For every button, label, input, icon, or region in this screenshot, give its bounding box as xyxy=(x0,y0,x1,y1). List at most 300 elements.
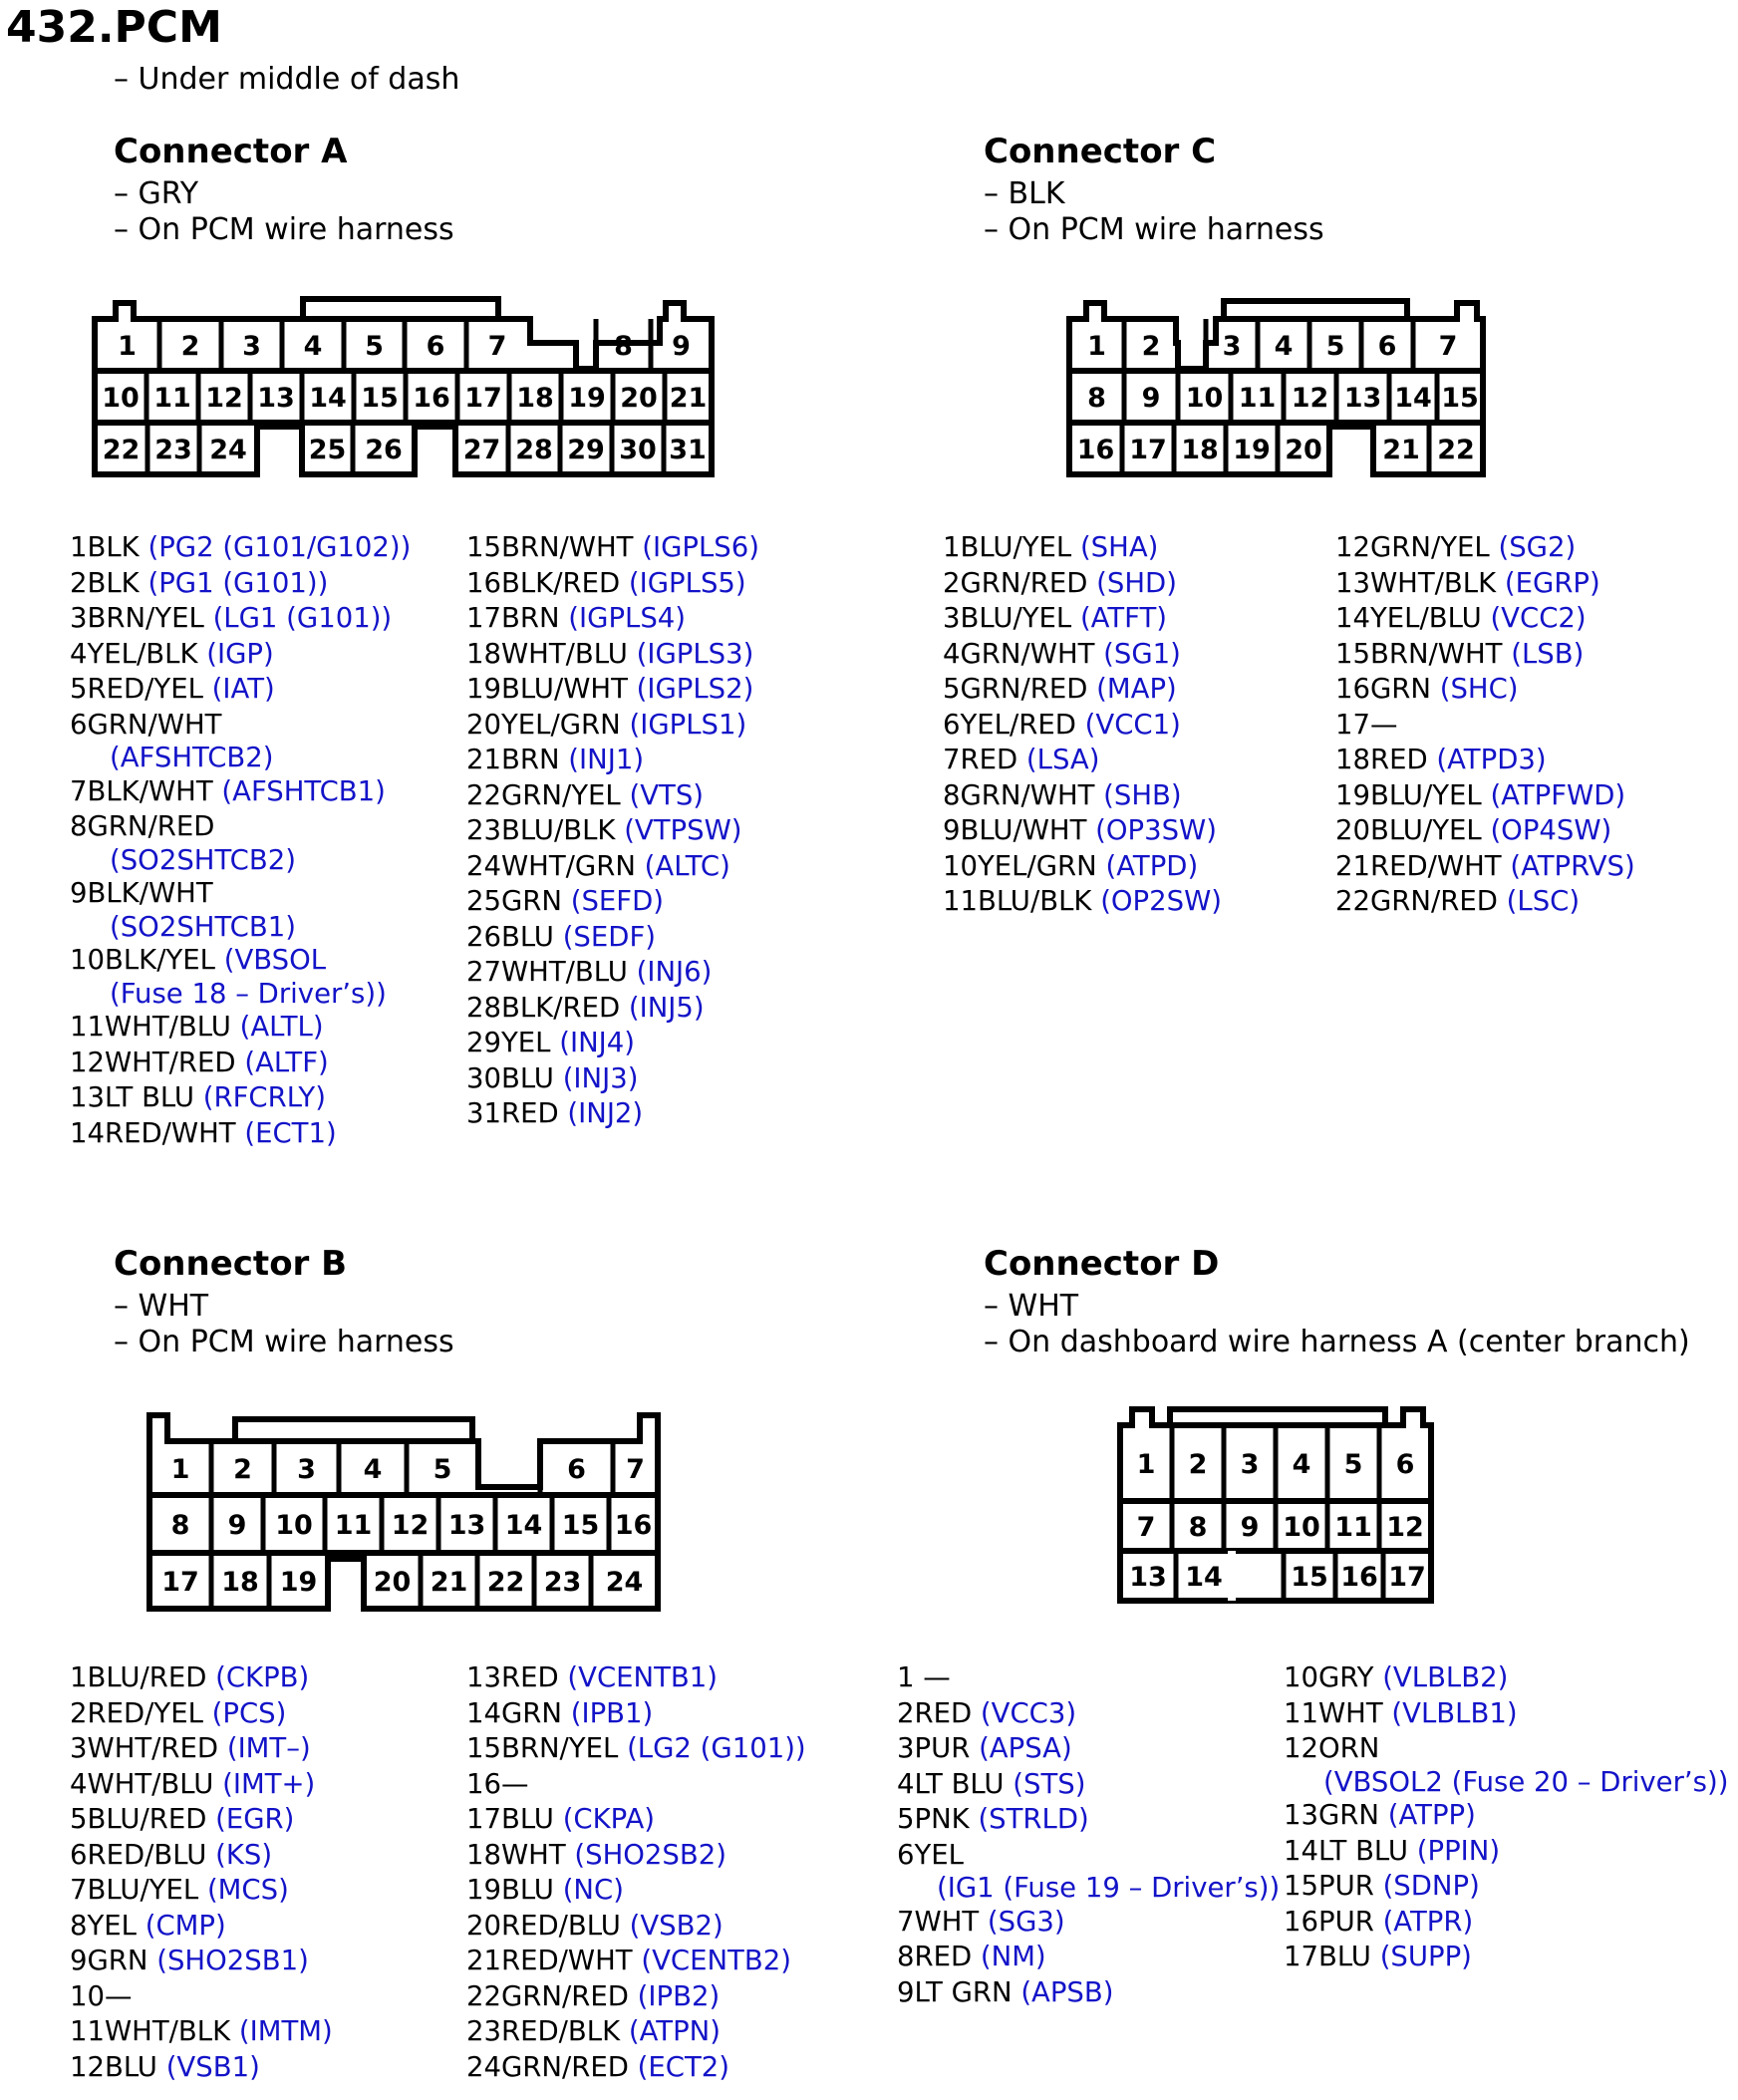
connector-c-pin-number: 16 xyxy=(1076,435,1115,465)
pin-wire: 9LT GRN xyxy=(897,1975,1013,2008)
pin-wire: 2BLK xyxy=(70,566,140,599)
connector-b-pin-number: 10 xyxy=(275,1510,313,1541)
pin-wire: 15BRN/WHT xyxy=(1335,637,1503,670)
pin-entry xyxy=(70,1802,333,1838)
pin-signal: (ATPFWD) xyxy=(1490,778,1626,811)
pin-wire: 17BRN xyxy=(466,602,560,634)
connector-c-pins-col2 xyxy=(1335,530,1635,920)
pin-wire: 27WHT/BLU xyxy=(466,956,628,988)
pin-signal: (NC) xyxy=(562,1874,624,1906)
pin-wire: 29YEL xyxy=(466,1027,551,1058)
connector-b-pins-col1 xyxy=(70,1660,333,2085)
connector-a-pin-number: 30 xyxy=(619,435,657,465)
connector-d-pin-number: 1 xyxy=(1136,1449,1156,1480)
pin-wire: 17BLU xyxy=(466,1803,554,1835)
pin-entry xyxy=(943,884,1222,920)
pin-wire: 30BLU xyxy=(466,1061,554,1094)
pin-signal-continued: (Fuse 18 – Driver’s)) xyxy=(110,977,387,1010)
connector-b-pin-number: 19 xyxy=(279,1567,318,1598)
pin-signal: (SG1) xyxy=(1103,637,1181,670)
pin-signal: (IPB2) xyxy=(637,1979,721,2012)
connector-a-pin-number: 8 xyxy=(614,331,633,362)
connector-b-pin-number: 21 xyxy=(430,1567,468,1598)
pin-entry xyxy=(943,743,1222,778)
pin-signal: (VSB1) xyxy=(165,2050,260,2083)
pin-wire: 12ORN xyxy=(1284,1732,1380,1764)
pin-entry xyxy=(70,2050,333,2086)
connector-d-pin-number: 6 xyxy=(1395,1449,1415,1480)
pin-entry xyxy=(70,1838,333,1874)
connector-a-pin-number: 29 xyxy=(567,435,605,465)
pin-signal: (VLBLB2) xyxy=(1382,1661,1509,1693)
pin-signal: (OP4SW) xyxy=(1490,814,1612,846)
pin-wire: 3WHT/RED xyxy=(70,1732,219,1764)
connector-c-pin-number: 3 xyxy=(1222,331,1242,362)
connector-d-pin-number: 3 xyxy=(1240,1449,1260,1480)
pin-signal: (SHC) xyxy=(1439,673,1519,705)
pin-signal-continued: (SO2SHTCB1) xyxy=(110,910,296,943)
connector-c-pin-number: 21 xyxy=(1382,435,1420,465)
connector-d-pins-col2 xyxy=(1284,1660,1728,1975)
connector-b-pin-number: 8 xyxy=(170,1510,190,1541)
pin-entry xyxy=(466,849,759,885)
pin-wire: 4LT BLU xyxy=(897,1767,1005,1800)
pin-entry xyxy=(1284,1731,1728,1798)
pin-wire: 25GRN xyxy=(466,885,562,917)
pin-wire: 10GRY xyxy=(1284,1661,1374,1693)
connector-a-pin-number: 27 xyxy=(462,435,501,465)
pin-wire: 15PUR xyxy=(1284,1870,1374,1902)
pin-entry xyxy=(897,1838,1280,1905)
pin-wire: 21RED/WHT xyxy=(1335,849,1502,882)
pin-signal: (INJ5) xyxy=(628,991,705,1024)
pin-wire: 8GRN/WHT xyxy=(943,778,1095,811)
pin-entry xyxy=(1284,1905,1728,1941)
pin-entry xyxy=(1284,1940,1728,1975)
pin-signal: (VCENTB2) xyxy=(641,1945,791,1976)
connector-a-pin-number: 26 xyxy=(365,435,403,465)
pin-entry xyxy=(1335,530,1635,566)
connector-c-pin-number: 15 xyxy=(1441,383,1479,414)
pin-wire: 7WHT xyxy=(897,1905,980,1938)
pin-signal: (IGPLS3) xyxy=(636,637,754,670)
connector-a-pin-number: 14 xyxy=(309,383,347,414)
connector-c-pin-number: 20 xyxy=(1285,435,1322,465)
connector-d-pin-number: 13 xyxy=(1129,1562,1167,1593)
pin-entry xyxy=(466,778,759,814)
pin-entry xyxy=(1284,1869,1728,1905)
connector-c-pin-number: 8 xyxy=(1087,383,1106,414)
connector-d-pin-number: 9 xyxy=(1240,1512,1260,1543)
connector-a-pins-col1 xyxy=(70,530,411,1151)
pin-wire: 3BLU/YEL xyxy=(943,602,1072,634)
pin-wire: 14YEL/BLU xyxy=(1335,602,1482,634)
pin-signal: (ATPD3) xyxy=(1436,744,1547,775)
connector-c-pin-number: 1 xyxy=(1087,331,1106,362)
pin-signal: (VBSOL xyxy=(223,944,327,976)
pin-entry xyxy=(70,530,411,566)
pin-wire: 2RED xyxy=(897,1696,973,1729)
connector-a-pin-number: 4 xyxy=(303,331,323,362)
pin-entry xyxy=(466,1696,806,1732)
connector-a-pin-number: 2 xyxy=(180,331,200,362)
pin-entry xyxy=(70,1873,333,1909)
connector-a-pin-number: 21 xyxy=(669,383,708,414)
connector-b-pin-number: 2 xyxy=(233,1454,252,1485)
pin-wire: 15BRN/YEL xyxy=(466,1732,619,1764)
pin-entry xyxy=(897,1696,1280,1732)
connector-d-pin-number: 15 xyxy=(1291,1562,1328,1593)
pin-signal: (IMT–) xyxy=(226,1732,311,1764)
pin-wire: 5PNK xyxy=(897,1803,970,1835)
pin-signal: (STS) xyxy=(1013,1767,1086,1800)
pin-signal: (APSA) xyxy=(979,1732,1072,1764)
connector-d-color: – WHT xyxy=(984,1289,1079,1324)
pin-signal-continued: (AFSHTCB2) xyxy=(110,742,274,773)
pin-wire: 24GRN/RED xyxy=(466,2050,629,2083)
pin-entry xyxy=(466,1061,759,1097)
pin-wire: 5RED/YEL xyxy=(70,673,203,705)
connector-a-pin-number: 28 xyxy=(515,435,553,465)
pin-wire: 13WHT/BLK xyxy=(1335,566,1497,599)
pin-entry xyxy=(943,566,1222,602)
pin-signal: (MCS) xyxy=(206,1874,289,1906)
pin-signal: (VCENTB1) xyxy=(567,1661,718,1693)
pin-entry xyxy=(897,1660,1280,1696)
connector-d-pin-number: 7 xyxy=(1136,1512,1156,1543)
connector-b-pin-number: 17 xyxy=(161,1567,199,1598)
connector-c-heading: Connector C xyxy=(984,132,1217,171)
connector-a-heading: Connector A xyxy=(114,132,348,171)
pin-entry xyxy=(466,743,759,778)
pin-wire: 2GRN/RED xyxy=(943,566,1088,599)
pin-wire: 31RED xyxy=(466,1097,559,1129)
pin-entry xyxy=(466,1979,806,2015)
pin-entry xyxy=(466,813,759,849)
pin-entry xyxy=(70,637,411,673)
connector-b-pin-number: 15 xyxy=(561,1510,600,1541)
pin-entry xyxy=(1335,778,1635,814)
pin-entry xyxy=(70,1696,333,1732)
connector-a-pins-col2 xyxy=(466,530,759,1132)
pin-signal: (SG3) xyxy=(987,1905,1065,1938)
pin-signal: (IGPLS5) xyxy=(628,566,746,599)
connector-c-pin-number: 9 xyxy=(1141,383,1161,414)
connector-c-pin-number: 6 xyxy=(1377,331,1397,362)
pin-wire: 6RED/BLU xyxy=(70,1838,207,1871)
pin-signal: (CKPB) xyxy=(215,1661,310,1693)
connector-b-pin-number: 13 xyxy=(447,1510,486,1541)
connector-d-pin-number: 12 xyxy=(1386,1512,1424,1543)
pin-wire: 6YEL/RED xyxy=(943,708,1076,741)
pin-wire: 17BLU xyxy=(1284,1941,1371,1972)
pin-entry xyxy=(70,1080,411,1116)
pin-entry xyxy=(466,955,759,991)
connector-b-pin-number: 6 xyxy=(567,1454,586,1485)
connector-a-pin-number: 12 xyxy=(205,383,243,414)
pin-wire: 18WHT/BLU xyxy=(466,637,628,670)
connector-b-pin-number: 16 xyxy=(614,1510,653,1541)
pin-entry xyxy=(466,1767,806,1803)
pin-wire: 5GRN/RED xyxy=(943,673,1088,705)
connector-d-pin-number: 16 xyxy=(1340,1562,1378,1593)
pin-entry xyxy=(70,708,411,774)
pin-wire: 1BLU/RED xyxy=(70,1661,207,1693)
pin-wire: 1BLU/YEL xyxy=(943,531,1072,563)
pin-signal: (SHO2SB1) xyxy=(156,1945,309,1976)
connector-b-pin-number: 18 xyxy=(221,1567,259,1598)
connector-d-harness: – On dashboard wire harness A (center branch) xyxy=(984,1325,1690,1359)
connector-c-pin-number: 14 xyxy=(1394,383,1432,414)
pin-signal: (PPIN) xyxy=(1416,1834,1501,1867)
pin-signal: (IAT) xyxy=(211,673,275,705)
pin-signal: (PG1 (G101)) xyxy=(147,566,329,599)
pin-wire: 3PUR xyxy=(897,1732,971,1764)
connector-a-pin-number: 10 xyxy=(102,383,140,414)
connector-a-pin-number: 6 xyxy=(426,331,445,362)
pin-signal-continued: (SO2SHTCB2) xyxy=(110,843,296,876)
pin-wire: 1BLK xyxy=(70,531,140,563)
pin-wire: 5BLU/RED xyxy=(70,1803,207,1835)
pin-entry xyxy=(466,2050,806,2086)
pin-signal: (STRLD) xyxy=(978,1803,1089,1835)
pin-entry xyxy=(943,708,1222,744)
pin-wire: 8RED xyxy=(897,1941,973,1972)
pin-entry xyxy=(897,1767,1280,1803)
pin-wire: 17— xyxy=(1335,708,1398,741)
pin-signal: (OP3SW) xyxy=(1095,814,1217,846)
pin-entry xyxy=(943,849,1222,885)
connector-a-color: – GRY xyxy=(114,176,199,211)
pin-entry xyxy=(897,1802,1280,1838)
pin-wire: 13LT BLU xyxy=(70,1081,195,1113)
connector-b-color: – WHT xyxy=(114,1289,209,1324)
pin-entry xyxy=(466,1838,806,1874)
pin-signal: (ATPN) xyxy=(628,2015,721,2047)
connector-c-pin-number: 11 xyxy=(1238,383,1277,414)
pin-wire: 9GRN xyxy=(70,1945,148,1976)
pin-signal: (SHA) xyxy=(1079,531,1159,563)
connector-b-pin-number: 3 xyxy=(297,1454,316,1485)
pin-wire: 21RED/WHT xyxy=(466,1945,633,1976)
pin-signal: (INJ6) xyxy=(636,956,713,988)
connector-d-pin-number: 17 xyxy=(1388,1562,1426,1593)
connector-b-pin-number: 24 xyxy=(605,1567,644,1598)
pin-wire: 12GRN/YEL xyxy=(1335,531,1490,563)
connector-a-pin-number: 13 xyxy=(257,383,295,414)
connector-a-pin-number: 31 xyxy=(669,435,707,465)
pin-wire: 13GRN xyxy=(1284,1799,1379,1831)
pin-wire: 26BLU xyxy=(466,920,554,953)
pin-signal: (PG2 (G101/G102)) xyxy=(147,531,412,563)
pin-signal: (OP2SW) xyxy=(1100,885,1223,917)
pin-wire: 16— xyxy=(466,1767,529,1800)
connector-b-pin-number: 1 xyxy=(170,1454,190,1485)
connector-a-pin-number: 18 xyxy=(516,383,554,414)
pin-entry xyxy=(466,884,759,920)
connector-a-pin-number: 16 xyxy=(413,383,450,414)
pin-entry xyxy=(897,1940,1280,1975)
connector-d-heading: Connector D xyxy=(984,1244,1220,1284)
pin-entry xyxy=(897,1975,1280,2011)
connector-b-pin-number: 11 xyxy=(334,1510,373,1541)
pin-wire: 8GRN/RED xyxy=(70,810,215,842)
pin-wire: 1 — xyxy=(897,1661,951,1693)
pin-wire: 11WHT/BLU xyxy=(70,1011,231,1043)
pin-signal: (LSA) xyxy=(1025,744,1100,775)
connector-d-pin-number: 5 xyxy=(1343,1449,1363,1480)
pin-wire: 20YEL/GRN xyxy=(466,708,621,741)
pin-wire: 15BRN/WHT xyxy=(466,531,634,563)
connector-d-pin-number: 14 xyxy=(1185,1562,1223,1593)
pin-signal: (SDNP) xyxy=(1382,1870,1480,1902)
pin-entry xyxy=(466,991,759,1027)
pin-signal: (CMP) xyxy=(145,1909,226,1942)
pin-signal: (IGPLS4) xyxy=(568,602,687,634)
pin-signal: (APSB) xyxy=(1020,1975,1114,2008)
pin-signal: (VTPSW) xyxy=(624,814,742,846)
pin-signal: (PCS) xyxy=(211,1696,287,1729)
pin-signal: (EGR) xyxy=(215,1803,295,1835)
connector-a-pin-number: 25 xyxy=(308,435,347,465)
pin-wire: 22GRN/RED xyxy=(466,1979,629,2012)
pin-signal: (KS) xyxy=(215,1838,273,1871)
connector-a-pin-number: 9 xyxy=(672,331,691,362)
pin-entry xyxy=(466,1802,806,1838)
pin-entry xyxy=(1335,672,1635,708)
pin-wire: 28BLK/RED xyxy=(466,991,621,1024)
pin-entry xyxy=(70,566,411,602)
pin-entry xyxy=(466,708,759,744)
pin-entry xyxy=(466,1660,806,1696)
pin-wire: 11BLU/BLK xyxy=(943,885,1092,917)
connector-c-pin-number: 2 xyxy=(1141,331,1161,362)
pin-entry xyxy=(466,2014,806,2050)
pin-entry xyxy=(70,2014,333,2050)
pin-signal: (SHO2SB2) xyxy=(574,1838,726,1871)
pin-wire: 4WHT/BLU xyxy=(70,1767,214,1800)
pin-entry xyxy=(70,1979,333,2015)
pin-signal: (ATPD) xyxy=(1105,849,1199,882)
pin-wire: 10BLK/YEL xyxy=(70,944,215,976)
pin-entry xyxy=(1284,1660,1728,1696)
pin-wire: 6GRN/WHT xyxy=(70,708,222,741)
pin-wire: 22GRN/RED xyxy=(1335,885,1498,917)
pin-signal: (LSC) xyxy=(1506,885,1581,917)
pin-signal: (RFCRLY) xyxy=(202,1081,326,1113)
pin-signal: (IGP) xyxy=(206,637,274,670)
pin-signal: (INJ2) xyxy=(567,1097,644,1129)
pin-signal: (INJ4) xyxy=(559,1027,635,1058)
connector-a-pin-number: 20 xyxy=(620,383,658,414)
pin-signal: (ALTC) xyxy=(644,849,730,882)
pin-entry xyxy=(466,672,759,708)
pin-entry xyxy=(943,637,1222,673)
connector-b-pins-col2 xyxy=(466,1660,806,2085)
connector-b-pin-number: 5 xyxy=(433,1454,452,1485)
pin-entry xyxy=(1335,708,1635,744)
pin-signal: (IMTM) xyxy=(238,2015,333,2047)
connector-a-pin-number: 3 xyxy=(242,331,261,362)
connector-d-pin-number: 10 xyxy=(1283,1512,1320,1543)
pin-signal: (ATFT) xyxy=(1079,602,1168,634)
pin-signal: (IPB1) xyxy=(570,1696,654,1729)
pin-wire: 4GRN/WHT xyxy=(943,637,1095,670)
pin-entry xyxy=(70,1731,333,1767)
pin-entry xyxy=(897,1731,1280,1767)
connector-d-pin-number: 11 xyxy=(1334,1512,1372,1543)
pin-wire: 9BLK/WHT xyxy=(70,877,213,909)
pin-signal: (VCC2) xyxy=(1490,602,1587,634)
pin-entry xyxy=(70,809,411,876)
pin-wire: 10— xyxy=(70,1979,133,2012)
pin-entry xyxy=(70,601,411,637)
connector-a-pin-number: 22 xyxy=(102,435,141,465)
pin-wire: 9BLU/WHT xyxy=(943,814,1087,846)
connector-c-pin-number: 4 xyxy=(1274,331,1294,362)
pin-entry xyxy=(1335,884,1635,920)
connector-c-pins-col1 xyxy=(943,530,1222,920)
pin-wire: 4YEL/BLK xyxy=(70,637,198,670)
pin-entry xyxy=(1335,849,1635,885)
pin-signal: (CKPA) xyxy=(562,1803,656,1835)
pin-signal-continued: (IG1 (Fuse 19 – Driver’s)) xyxy=(937,1872,1281,1904)
pin-wire: 23RED/BLK xyxy=(466,2015,621,2047)
pin-signal: (LG1 (G101)) xyxy=(212,602,393,634)
pin-signal: (MAP) xyxy=(1096,673,1177,705)
pin-entry xyxy=(943,530,1222,566)
pin-entry xyxy=(70,1909,333,1945)
pin-signal: (ECT2) xyxy=(637,2050,729,2083)
pin-signal: (IGPLS6) xyxy=(642,531,759,563)
pin-wire: 16BLK/RED xyxy=(466,566,621,599)
connector-c-harness: – On PCM wire harness xyxy=(984,212,1324,247)
connector-c-pin-number: 7 xyxy=(1438,331,1458,362)
location-note: – Under middle of dash xyxy=(114,62,460,97)
pin-signal: (INJ3) xyxy=(562,1061,639,1094)
pin-entry xyxy=(466,1909,806,1945)
pin-entry xyxy=(70,1116,411,1152)
pin-wire: 16PUR xyxy=(1284,1905,1374,1938)
pin-entry xyxy=(943,672,1222,708)
connector-a-pin-number: 5 xyxy=(365,331,384,362)
pin-signal: (EGRP) xyxy=(1504,566,1600,599)
pin-signal: (IGPLS2) xyxy=(636,673,754,705)
connector-c-pin-number: 19 xyxy=(1233,435,1271,465)
connector-a-pin-number: 19 xyxy=(568,383,606,414)
pin-wire: 14LT BLU xyxy=(1284,1834,1409,1867)
pin-signal: (VCC3) xyxy=(980,1696,1077,1729)
pin-entry xyxy=(70,1046,411,1081)
pin-signal: (VSB2) xyxy=(629,1909,724,1942)
pin-signal: (ATPRVS) xyxy=(1510,849,1635,882)
pin-signal: (SEDF) xyxy=(562,920,656,953)
pin-wire: 22GRN/YEL xyxy=(466,778,621,811)
pin-signal: (ATPP) xyxy=(1387,1799,1476,1831)
pin-entry xyxy=(1335,566,1635,602)
connector-c-pin-number: 10 xyxy=(1185,383,1224,414)
pin-signal: (VCC1) xyxy=(1084,708,1181,741)
connector-d-pin-number: 8 xyxy=(1188,1512,1208,1543)
page-title: 432.PCM xyxy=(6,2,222,53)
pin-signal: (SHD) xyxy=(1096,566,1177,599)
connector-b-heading: Connector B xyxy=(114,1244,348,1284)
connector-c-pin-number: 22 xyxy=(1437,435,1475,465)
pin-signal: (LSB) xyxy=(1511,637,1585,670)
pin-wire: 19BLU xyxy=(466,1874,554,1906)
pin-entry xyxy=(943,601,1222,637)
pin-signal: (SUPP) xyxy=(1379,1941,1472,1972)
